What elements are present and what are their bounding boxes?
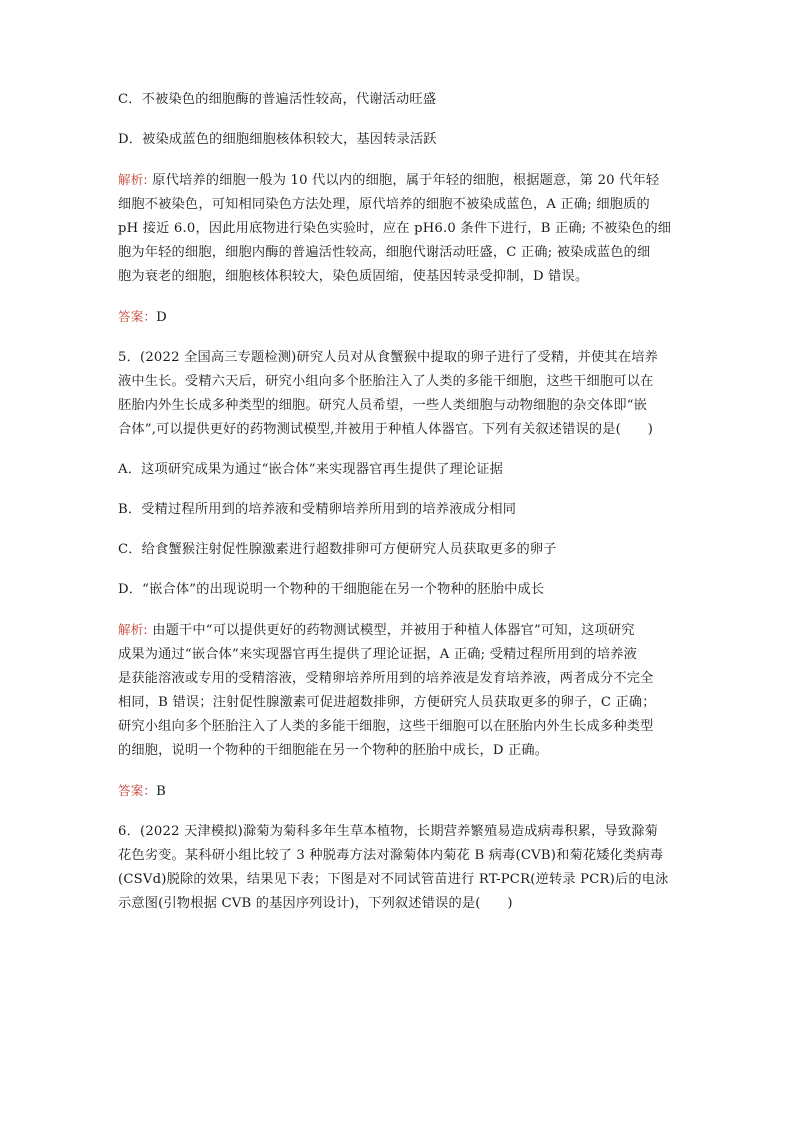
analysis-label: 解析: [118, 172, 148, 187]
stem-line: 花色劣变。某科研小组比较了 3 种脱毒方法对滁菊体内菊花 B 病毒(CVB)和菊花矮化类病毒 [118, 848, 664, 863]
q4-analysis [118, 168, 678, 289]
analysis-line: 相同，B 错误；注射促性腺激素可促进超数排卵，方便研究人员获取更多的卵子，C 正确； [118, 695, 656, 710]
answer-value: B [156, 784, 167, 799]
option-text: C．不被染色的细胞酶的普遍活性较高，代谢活动旺盛 [118, 92, 437, 107]
q5-option-a [118, 458, 678, 482]
q5-option-b [118, 498, 678, 522]
option-text: D．被染成蓝色的细胞细胞核体积较大，基因转录活跃 [118, 132, 437, 147]
option-text: C．给食蟹猴注射促性腺激素进行超数排卵可方便研究人员获取更多的卵子 [118, 542, 557, 557]
analysis-line: 研究小组向多个胚胎注入了人类的多能干细胞，这些干细胞可以在胚胎内外生长成多种类型 [118, 719, 654, 734]
answer-label: 答案： [118, 783, 157, 798]
q5-analysis [118, 618, 678, 763]
analysis-line: 胞为衰老的细胞，细胞核体积较大，染色质固缩，使基因转录受抑制，D 错误。 [118, 269, 589, 284]
analysis-line: pH 接近 6.0，因此用底物进行染色实验时，应在 pH6.0 条件下进行，B 正确; 不被染色的细 [118, 221, 672, 236]
q6-stem [118, 820, 678, 916]
option-text: B．受精过程所用到的培养液和受精卵培养所用到的培养液成分相同 [118, 502, 517, 517]
answer-value: D [156, 310, 167, 325]
stem-line: 液中生长。受精六天后，研究小组向多个胚胎注入了人类的多能干细胞，这些干细胞可以在 [118, 374, 654, 389]
stem-line: 胚胎内外生长成多种类型的细胞。研究人员希望，一些人类细胞与动物细胞的杂交体即“嵌 [118, 398, 648, 413]
stem-line: 示意图(引物根据 CVB 的基因序列设计)，下列叙述错误的是( ) [118, 896, 513, 911]
analysis-line: 是获能溶液或专用的受精溶液，受精卵培养所用到的培养液是发育培养液，两者成分不完全 [118, 671, 654, 686]
stem-line: 合体”,可以提供更好的药物测试模型,并被用于种植人体器官。下列有关叙述错误的是( ) [118, 422, 654, 437]
analysis-line: 由题干中“可以提供更好的药物测试模型，并被用于种植人体器官”可知，这项研究 [152, 623, 635, 638]
q5-option-d [118, 578, 678, 602]
answer-label: 答案： [118, 309, 157, 324]
option-text: A．这项研究成果为通过“嵌合体”来实现器官再生提供了理论证据 [118, 462, 504, 477]
q4-option-c [118, 88, 678, 112]
q5-answer [118, 779, 678, 804]
analysis-line: 细胞不被染色，可知相同染色方法处理，原代培养的细胞不被染成蓝色，A 正确; 细胞质的 [118, 197, 650, 212]
analysis-label: 解析: [118, 622, 148, 637]
stem-line: (CSVd)脱除的效果，结果见下表；下图是对不同试管苗进行 RT-PCR(逆转录 PCR)后的电泳 [118, 872, 669, 887]
stem-line: 6．(2022 天津模拟)滁菊为菊科多年生草本植物，长期营养繁殖易造成病毒积累，导致滁菊 [118, 824, 658, 839]
analysis-line: 成果为通过“嵌合体”来实现器官再生提供了理论证据，A 正确; 受精过程所用到的培养液 [118, 647, 637, 662]
analysis-line: 胞为年轻的细胞，细胞内酶的普遍活性较高，细胞代谢活动旺盛，C 正确; 被染成蓝色的细 [118, 245, 651, 260]
q5-stem [118, 346, 678, 442]
q4-answer [118, 305, 678, 330]
q4-option-d [118, 128, 678, 152]
stem-line: 5．(2022 全国高三专题检测)研究人员对从食蟹猴中提取的卵子进行了受精，并使其在培养 [118, 350, 658, 365]
option-text: D．“嵌合体”的出现说明一个物种的干细胞能在另一个物种的胚胎中成长 [118, 582, 545, 597]
q5-option-c [118, 538, 678, 562]
analysis-line: 原代培养的细胞一般为 10 代以内的细胞，属于年轻的细胞，根据题意，第 20 代年轻 [152, 173, 660, 188]
document-page [118, 88, 678, 932]
analysis-line: 的细胞，说明一个物种的干细胞能在另一个物种的胚胎中成长，D 正确。 [118, 743, 549, 758]
